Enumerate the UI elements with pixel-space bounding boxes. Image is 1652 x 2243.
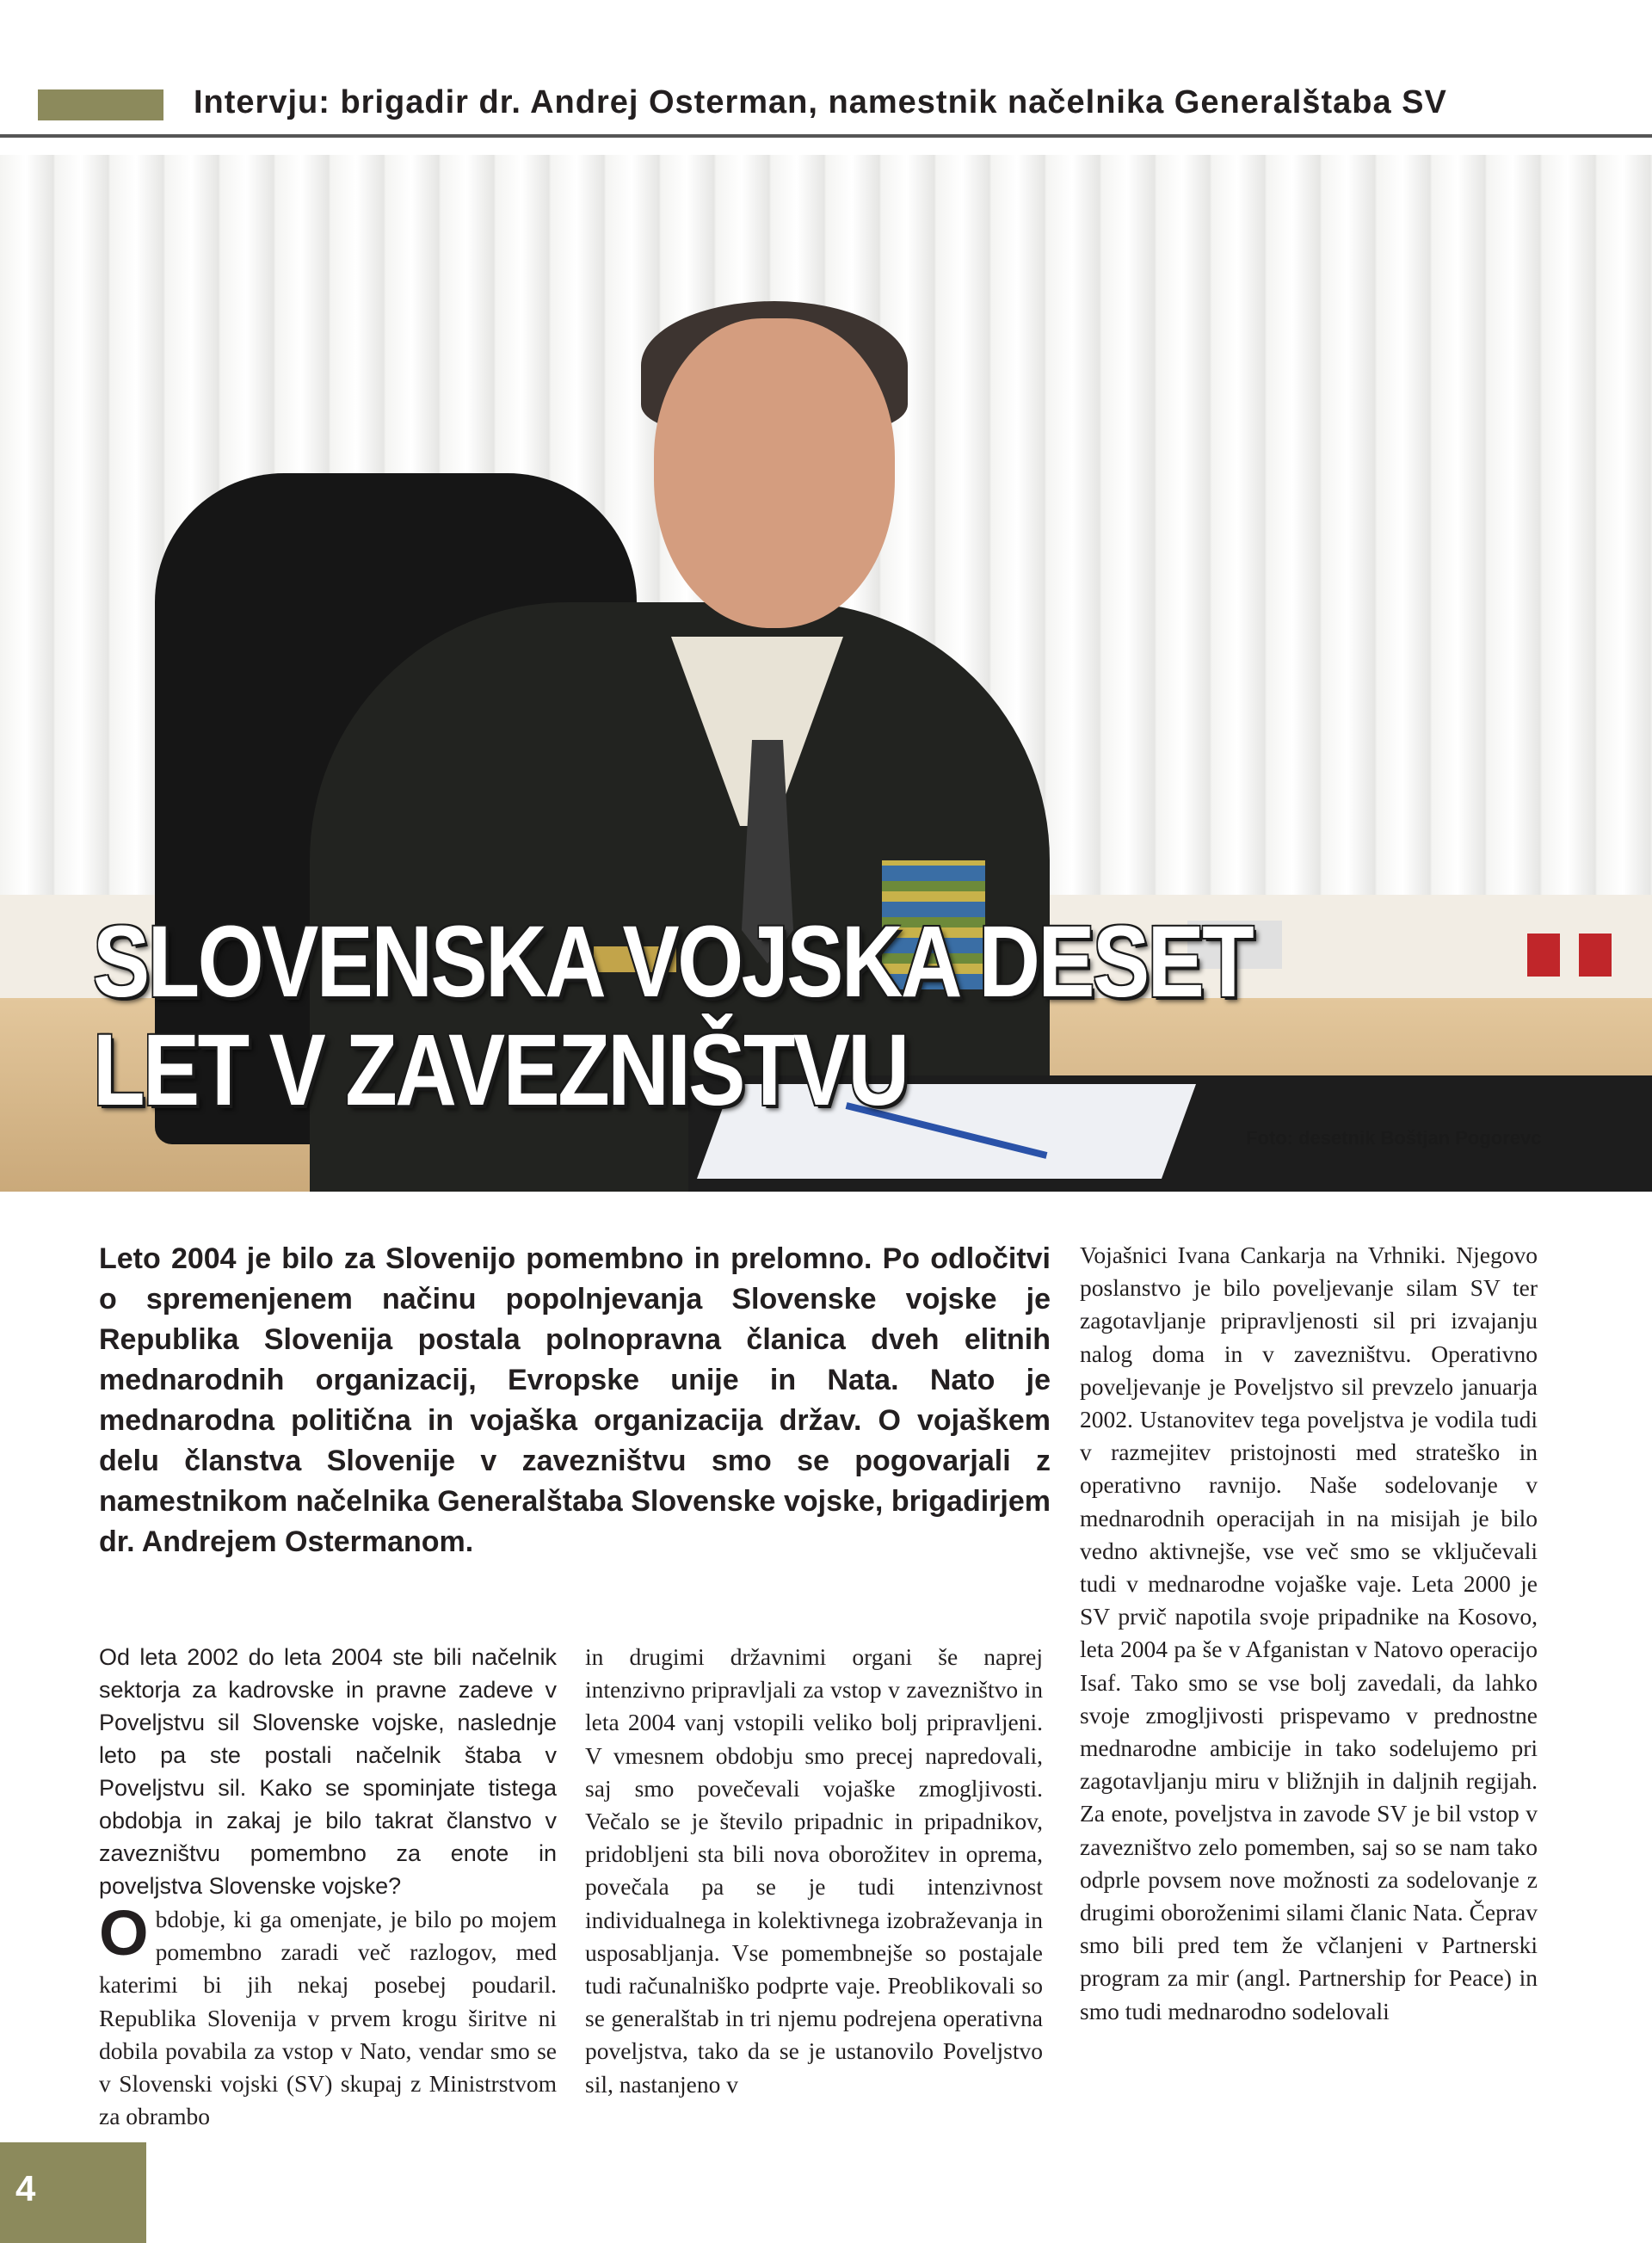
interview-question: Od leta 2002 do leta 2004 ste bili načelnik sektorja za kadrovske in pravne zadeve v Poveljstvu sil Slovenske vojske, naslednje leto pa ste postali načelnik štaba v Poveljstvu sil. Kako se spominjate tistega obdobja in zakaj je bilo takrat članstvo v zavezništvu pomembno za enote in poveljstva Slovenske vojske? (99, 1644, 557, 1899)
header-accent-bar (38, 89, 163, 120)
column-3-text: Vojašnici Ivana Cankarja na Vrhniki. Njegovo poslanstvo je bilo poveljevanje silam SV ter zagotavljanje pripravljenosti sil pri izvajanju nalog doma in v zavezništvu. Operativno poveljevanje je Poveljstvo sil prevzelo januarja 2002. Ustanovitev tega poveljstva je vodila tudi v razmejitev pristojnosti med strateško in operativno ravnijo. Naše sodelovanje v mednarodnih operacijah in na misijah je bilo vedno aktivnejše, vse več smo se vključevali tudi v mednarodne vojaške vaje. Leta 2000 je SV prvič napotila svoje pripadnike na Kosovo, leta 2004 pa še v Afganistan v Natovo operacijo Isaf. Tako smo se vse bolj zavedali, da lahko svoje zmogljivosti prispevamo v prednostne mednarodne ambicije in tako sodelujemo pri zagotavljanju miru v bližnjih in daljnih regijah. Za enote, poveljstva in zavode SV je bil vstop v zavezništvo zelo pomemben, saj so se nam tako odprle povsem nove možnosti za sodelovanje z drugimi oboroženimi silami članic Nata. Čeprav smo bili pred tem že včlanjeni v Partnerski program za mir (angl. Partnership for Peace) in smo tudi mednarodno sodelovali (1080, 1242, 1538, 2024)
page-number: 4 (15, 2168, 36, 2209)
article-column-2 (585, 1641, 1043, 2101)
article-column-1 (99, 1897, 557, 2133)
photo-red-box (1579, 934, 1612, 977)
article-column-3 (1080, 1239, 1538, 2028)
drop-cap: O (99, 1897, 149, 1969)
column-1-text: bdobje, ki ga omenjate, je bilo po mojem pomembno zaradi več razlogov, med katerimi bi jih nekaj posebej poudaril. Republika Slovenija v prvem krogu širitve ni dobila povabila za vstop v Nato, vendar smo se v Slovenski vojski (SV) skupaj z Ministrstvom za obrambo (99, 1906, 557, 2130)
article-headline: SLOVENSKA VOJSKA DESET LET V ZAVEZNIŠTVU (93, 905, 1253, 1127)
article-lead: Leto 2004 je bilo za Slovenijo pomembno in prelomno. Po odločitvi o spremenjenem načinu popolnjevanja Slovenske vojske je Republika Slovenija postala polnopravna članica dveh elitnih mednarodnih organizacij, Evropske unije in Nata. Nato je mednarodna politična in vojaška organizacija držav. O vojaškem delu članstva Slovenije v zavezništvu smo se pogovarjali z namestnikom načelnika Generalštaba Slovenske vojske, brigadirjem dr. Andrejem Ostermanom. (99, 1242, 1051, 1558)
header-divider (0, 134, 1652, 138)
photo-credit: Foto: desetnik Boštjan Pogorevc (1246, 1127, 1542, 1149)
header-title: Intervju: brigadir dr. Andrej Osterman, namestnik načelnika Generalštaba SV (194, 84, 1447, 120)
photo-face (654, 318, 895, 628)
column-2-text: in drugimi državnimi organi še naprej intenzivno pripravljali za vstop v zavezništvo in leta 2004 vanj vstopili veliko bolj pripravljeni. V vmesnem obdobju smo precej napredovali, saj smo povečevali vojaške zmogljivosti. Večalo se je število pripadnic in pripadnikov, pridobljeni sta bili nova oborožitev in oprema, povečala pa se je tudi intenzivnost individualnega in kolektivnega izobraževanja in usposabljanja. Vse pomembnejše so postajale tudi računalniško podprte vaje. Preoblikovali so se generalštab in tri njemu podrejena operativna poveljstva, tako da se je ustanovilo Poveljstvo sil, nastanjeno v (585, 1643, 1043, 2098)
photo-red-box (1527, 934, 1560, 977)
